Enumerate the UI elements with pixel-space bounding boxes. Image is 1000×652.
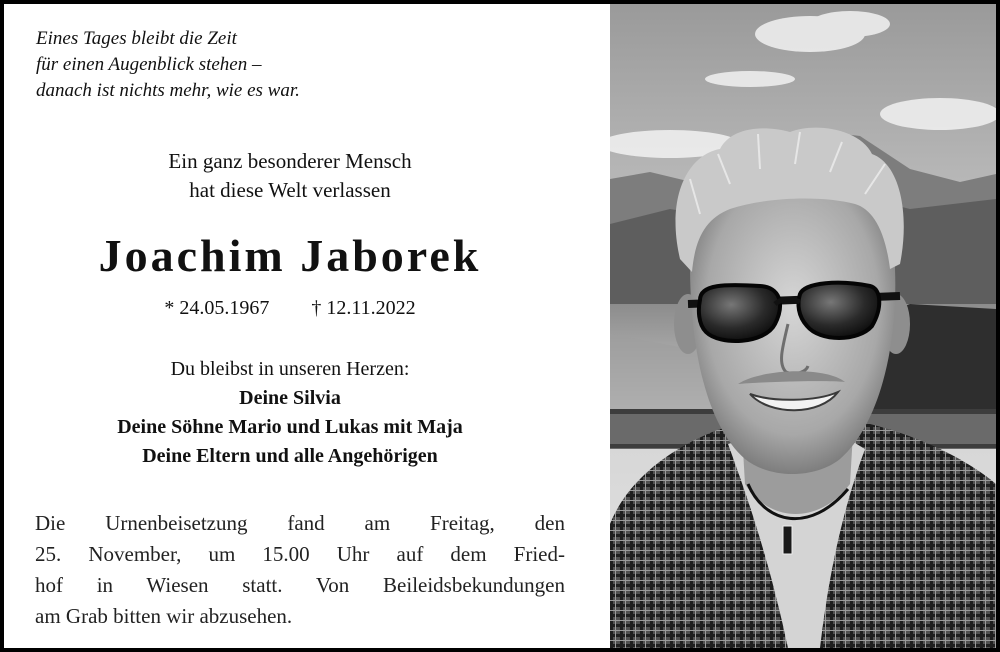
motto-line: danach ist nichts mehr, wie es war. [36, 80, 300, 101]
mourner-line: Deine Söhne Mario und Lukas mit Maja [117, 416, 463, 438]
intro-text [4, 147, 576, 205]
notice-line: hof in Wiesen statt. Von Beileidsbekundungen [35, 573, 565, 597]
funeral-notice [35, 508, 565, 632]
portrait-photo [610, 4, 996, 648]
farewell-block [4, 355, 576, 471]
notice-line: 25. November, um 15.00 Uhr auf dem Fried- [35, 542, 565, 566]
intro-line: hat diese Welt verlassen [189, 178, 391, 202]
intro-line: Ein ganz besonderer Mensch [168, 149, 412, 173]
notice-line: Die Urnenbeisetzung fand am Freitag, den [35, 511, 565, 535]
life-dates [4, 294, 576, 322]
text-column [4, 4, 610, 648]
notice-line: am Grab bitten wir abzusehen. [35, 604, 293, 628]
obituary-card [4, 4, 996, 648]
mourner-line: Deine Silvia [239, 387, 341, 409]
motto-line: für einen Augenblick stehen – [36, 54, 262, 75]
birth-date: * 24.05.1967 [164, 297, 270, 319]
portrait-photo-image [610, 4, 996, 648]
motto-line: Eines Tages bleibt die Zeit [36, 28, 237, 49]
deceased-name: Joachim Jaborek [98, 230, 482, 281]
mourner-line: Deine Eltern und alle Angehörigen [142, 445, 438, 467]
farewell-intro: Du bleibst in unseren Herzen: [170, 358, 410, 380]
motto-quote [36, 26, 300, 104]
death-date: † 12.11.2022 [311, 297, 416, 319]
